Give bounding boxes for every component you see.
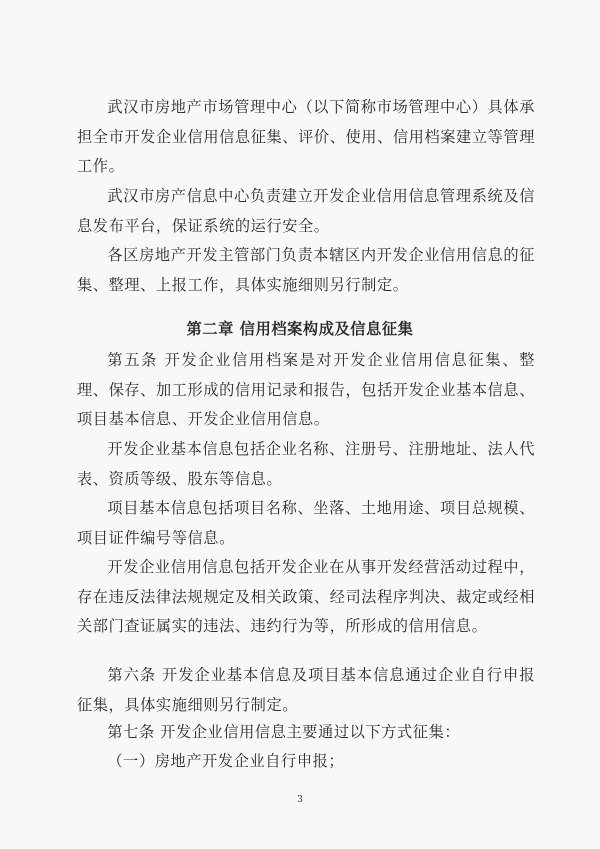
- list-item-self-report: （一）房地产开发企业自行申报；: [107, 752, 345, 770]
- paragraph-info-center: 武汉市房产信息中心负责建立开发企业信用信息管理系统及信息发布平台，保证系统的运行安全。: [77, 187, 535, 235]
- enterprise-credit-info-paragraph: 开发企业信用信息包括开发企业在从事开发经营活动过程中，存在违反法律法规规定及相关政策、经司法程序判决、裁定或经相关部门查证属实的违法、违约行为等，所形成的信用信息。: [77, 558, 535, 635]
- page-number: 3: [297, 795, 303, 805]
- article-7-paragraph: 第七条 开发企业信用信息主要通过以下方式征集：: [107, 723, 461, 741]
- paragraph-market-center: 武汉市房地产市场管理中心（以下简称市场管理中心）具体承担全市开发企业信用信息征集、评价、使用、信用档案建立等管理工作。: [77, 98, 535, 175]
- paragraph-district-departments: 各区房地产开发主管部门负责本辖区内开发企业信用信息的征集、整理、上报工作，具体实施细则另行制定。: [77, 246, 535, 294]
- project-basic-info-paragraph: 项目基本信息包括项目名称、坐落、土地用途、项目总规模、项目证件编号等信息。: [77, 499, 535, 547]
- chapter-heading: 第二章 信用档案构成及信息征集: [186, 320, 414, 338]
- article-6-paragraph: 第六条 开发企业基本信息及项目基本信息通过企业自行申报征集，具体实施细则另行制定。: [77, 666, 535, 714]
- article-5-paragraph: 第五条 开发企业信用档案是对开发企业信用信息征集、整理、保存、加工形成的信用记录和报告，包括开发企业基本信息、项目基本信息、开发企业信用信息。: [77, 351, 535, 428]
- enterprise-basic-info-paragraph: 开发企业基本信息包括企业名称、注册号、注册地址、法人代表、资质等级、股东等信息。: [77, 440, 535, 488]
